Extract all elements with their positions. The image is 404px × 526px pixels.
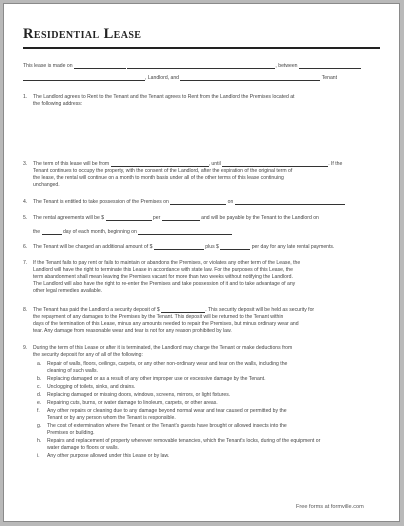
intro-text-1: This lease is made on [23, 63, 73, 69]
intro-text-3: , Landlord, and [145, 75, 179, 81]
section-8-line-3: days of the termination of this Lease, minus any amounts needed to repair the Premises, but minus ordinary wear and [33, 321, 299, 327]
due-day-field[interactable] [42, 229, 62, 235]
item-a-marker: a. [37, 361, 42, 367]
section-7-number: 7. [23, 260, 28, 266]
intro-line-1 [23, 63, 361, 69]
item-a-text-cont: cleaning of such walls. [47, 368, 98, 374]
late-fee-field[interactable] [154, 244, 204, 250]
section-5-text-a: The rental agreements will be $ [33, 215, 105, 221]
rent-start-field[interactable] [138, 229, 232, 235]
section-5-text-e: day of each month, beginning on [62, 229, 137, 235]
intro-text-2: , between [275, 63, 298, 69]
item-c-marker: c. [37, 384, 41, 390]
section-7-line-5: other legal remedies available. [33, 288, 103, 294]
section-8-number: 8. [23, 307, 28, 313]
item-d-text: Replacing damaged or missing doors, windows, screens, mirrors, or light fixtures. [47, 392, 231, 398]
section-3-line-2: Tenant continues to occupy the property, with the consent of the Landlord, after the expiration of the original term of [33, 168, 293, 174]
landlord-field[interactable] [23, 75, 145, 81]
item-e-marker: e. [37, 400, 42, 406]
section-1-line-2: the following address: [33, 101, 83, 107]
section-4-text-a: The Tenant is entitled to take possession of the Premises on [33, 199, 169, 205]
section-3-text-b: , until [208, 161, 221, 167]
item-a-text: Repair of walls, floors, ceilings, carpets, or any other non-ordinary wear and tear on the walls, including the [47, 361, 288, 367]
lease-end-field[interactable] [222, 161, 328, 167]
section-1-number: 1. [23, 94, 28, 100]
tenant-name-field[interactable] [180, 75, 320, 81]
rent-period-field[interactable] [162, 215, 200, 221]
section-4-text-b: on [227, 199, 234, 205]
document-title: Residential Lease [23, 26, 142, 42]
section-9-line-2: the security deposit for any of all of the following: [33, 352, 143, 358]
section-4-line-1 [33, 199, 345, 205]
item-c-text: Unclogging of toilets, sinks, and drains. [47, 384, 136, 390]
section-5-number: 5. [23, 215, 28, 221]
item-d-marker: d. [37, 392, 42, 398]
title-underline [23, 47, 380, 49]
item-i-text: Any other purpose allowed under this Lease or by law. [47, 453, 170, 459]
item-b-text: Replacing damaged or as a result of any other improper use or excessive damage by the Tenant. [47, 376, 266, 382]
item-f-text-cont: Tenant or by any person whom the Tenant is responsible. [47, 415, 176, 421]
section-3-text-c: . If the [328, 161, 343, 167]
item-i-marker: i. [37, 453, 40, 459]
section-6-text-a: The Tenant will be charged an additional amount of $ [33, 244, 153, 250]
deposit-amount-field[interactable] [161, 307, 205, 313]
section-3-line-4: unchanged. [33, 182, 60, 188]
section-8-text-a: The Tenant has paid the Landlord a security deposit of $ [33, 307, 160, 313]
section-4-number: 4. [23, 199, 28, 205]
lease-page [3, 3, 400, 522]
possession-date-field-2[interactable] [235, 199, 345, 205]
section-5-text-b: per [152, 215, 161, 221]
section-3-line-1 [33, 161, 342, 167]
item-h-marker: h. [37, 438, 42, 444]
section-8-line-2: the repayment of any damages to the Premises by the Tenant. This deposit will be returned to the Tenant within [33, 314, 284, 320]
section-5-text-c: and will be payable by the Tenant to the Landlord on [201, 215, 319, 221]
item-b-marker: b. [37, 376, 42, 382]
intro-text-4: Tenant [321, 75, 338, 81]
section-7-line-2: Landlord will have the right to terminate this Lease in accordance with state law. For the purposes of this Lease, the [33, 267, 293, 273]
landlord-name-field[interactable] [127, 63, 275, 69]
section-6-number: 6. [23, 244, 28, 250]
item-h-text-cont: water damage to floors or walls. [47, 445, 119, 451]
possession-date-field[interactable] [170, 199, 226, 205]
section-3-number: 3. [23, 161, 28, 167]
section-5-text-d: the [33, 229, 41, 235]
item-f-text: Any other repairs or cleaning due to any damage beyond normal wear and tear caused or permitted by the [47, 408, 287, 414]
item-e-text: Repairing cuts, burns, or water damage to linoleum, carpets, or other areas. [47, 400, 218, 406]
section-7-line-1: If the Tenant fails to pay rent or fails to maintain or abandons the Premises, or violates any other term of the Lease, the [33, 260, 301, 266]
daily-late-fee-field[interactable] [220, 244, 250, 250]
section-7-line-4: The Landlord will also have the right to re-enter the Premises and take possession of it and to take advantage of any [33, 281, 296, 287]
item-g-marker: g. [37, 423, 42, 429]
lease-start-field[interactable] [111, 161, 209, 167]
section-6-text-b: plus $ [205, 244, 219, 250]
item-g-text: The cost of extermination where the Tenant or the Tenant's guests have brought or allowed insects into the [47, 423, 287, 429]
intro-line-2 [23, 75, 337, 81]
between-field[interactable] [299, 63, 361, 69]
section-8-line-4: tear. Any damage from reasonable wear and tear is not for any reason prohibited by law. [33, 328, 232, 334]
section-6-text-c: per day for any late rental payments. [251, 244, 335, 250]
section-6-line-1 [33, 244, 334, 250]
rent-amount-field[interactable] [106, 215, 152, 221]
item-g-text-cont: Premises or building. [47, 430, 95, 436]
item-f-marker: f. [37, 408, 40, 414]
section-5-line-1 [33, 215, 319, 221]
lease-date-field[interactable] [74, 63, 126, 69]
section-1-line-1: The Landlord agrees to Rent to the Tenant and the Tenant agrees to Rent from the Landlord the Premises located at [33, 94, 295, 100]
section-5-line-2 [33, 229, 232, 235]
footer-source: Free forms at formville.com [296, 504, 364, 510]
section-7-line-3: term abandonment shall mean leaving the Premises vacant for more than two weeks without notifying the Landlord. [33, 274, 293, 280]
section-9-number: 9. [23, 345, 28, 351]
section-8-line-1 [33, 307, 314, 313]
item-h-text: Repairs and replacement of property wherever removable tenancies, which the Tenant's locks, during of the equipment or [47, 438, 321, 444]
section-9-line-1: During the term of this Lease or after it is terminated, the Landlord may charge the Tenant or make deductions from [33, 345, 293, 351]
section-3-line-3: the lease, the rental will continue on a month to month basis under all of the other terms of this lease continuing [33, 175, 284, 181]
section-3-text-a: The term of this lease will be from [33, 161, 110, 167]
section-8-text-b: . This security deposit will be held as security for [205, 307, 315, 313]
